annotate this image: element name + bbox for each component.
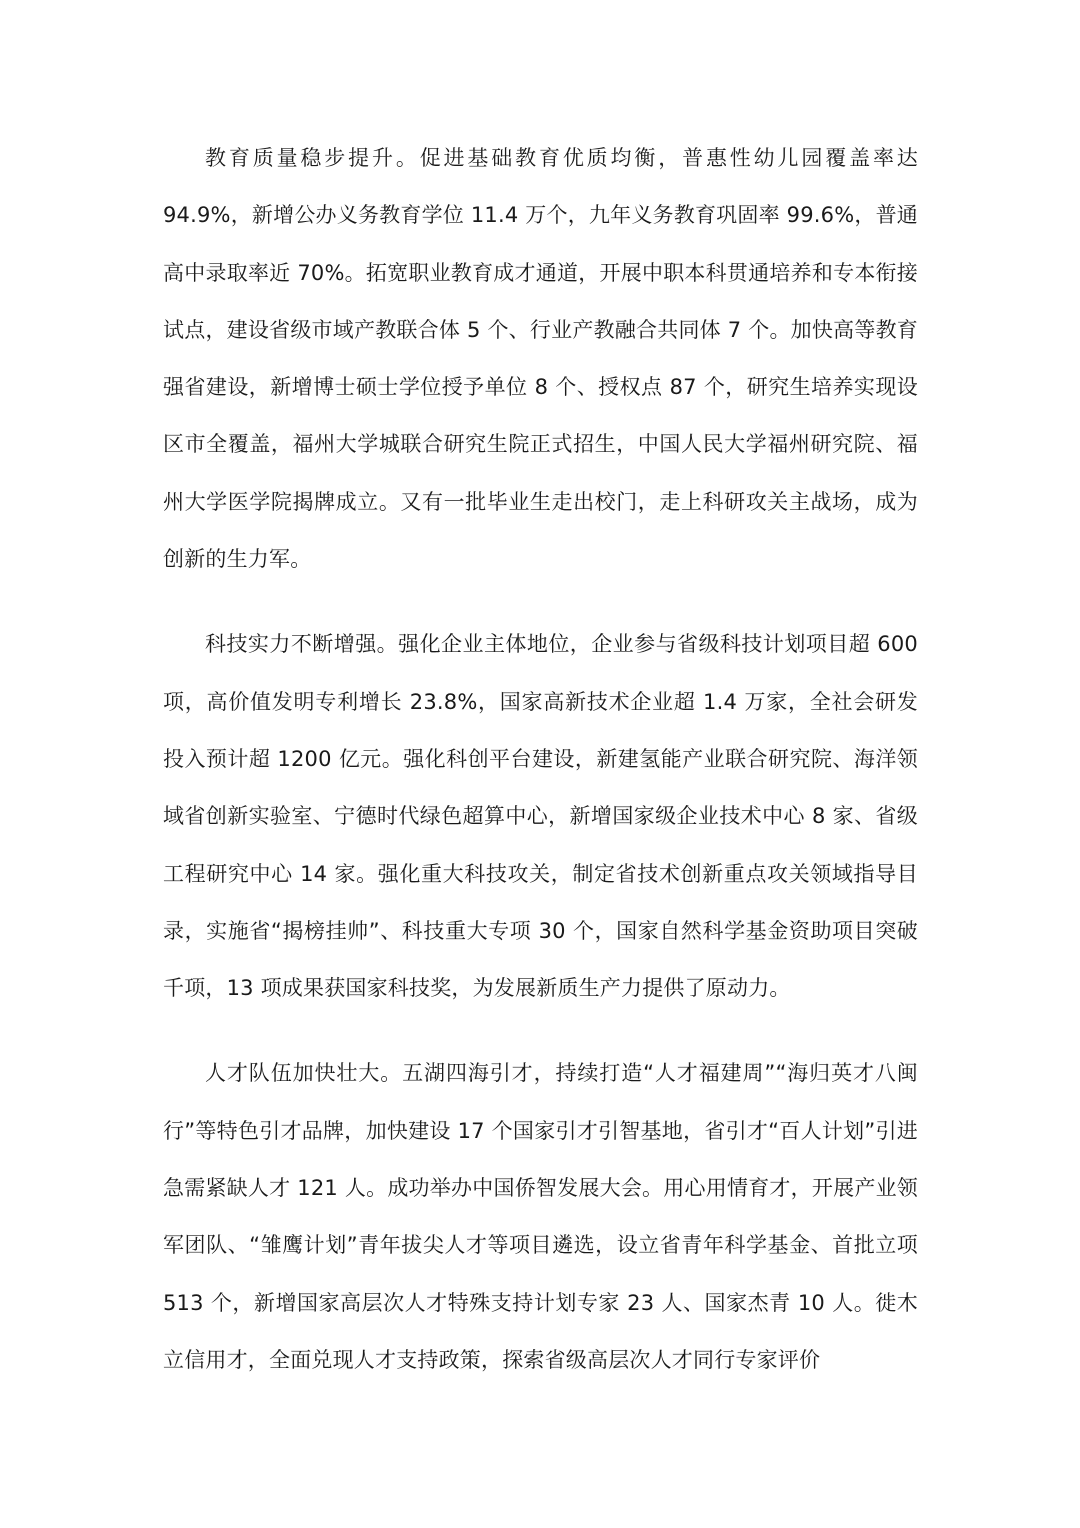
paragraph-education: 教育质量稳步提升。促进基础教育优质均衡，普惠性幼儿园覆盖率达 94.9%，新增公办义务教育学位 11.4 万个，九年义务教育巩固率 99.6%，普通高中录取率近 70%。拓宽职业教育成才通道，开展中职本科贯通培养和专本衔接试点，建设省级市域产教联合体 5 个、行业产教融合共同体 7 个。加快高等教育强省建设，新增博士硕士学位授予单位 8 个、授权点 87 个，研究生培养实现设区市全覆盖，福州大学城联合研究生院正式招生，中国人民大学福州研究院、福州大学医学院揭牌成立。又有一批毕业生走出校门，走上科研攻关主战场，成为创新的生力军。: [163, 146, 918, 572]
paragraph-talent: 人才队伍加快壮大。五湖四海引才，持续打造“人才福建周”“海归英才八闽行”等特色引才品牌，加快建设 17 个国家引才引智基地，省引才“百人计划”引进急需紧缺人才 121 人。成功举办中国侨智发展大会。用心用情育才，开展产业领军团队、“雏鹰计划”青年拔尖人才等项目遴选，设立省青年科学基金、首批立项 513 个，新增国家高层次人才特殊支持计划专家 23 人、国家杰青 10 人。徙木立信用才，全面兑现人才支持政策，探索省级高层次人才同行专家评价: [163, 1061, 918, 1372]
paragraph-technology: 科技实力不断增强。强化企业主体地位，企业参与省级科技计划项目超 600 项，高价值发明专利增长 23.8%，国家高新技术企业超 1.4 万家，全社会研发投入预计超 1200 亿元。强化科创平台建设，新建氢能产业联合研究院、海洋领域省创新实验室、宁德时代绿色超算中心，新增国家级企业技术中心 8 家、省级工程研究中心 14 家。强化重大科技攻关，制定省技术创新重点攻关领域指导目录，实施省“揭榜挂帅”、科技重大专项 30 个，国家自然科学基金资助项目突破千项，13 项成果获国家科技奖，为发展新质生产力提供了原动力。: [163, 632, 918, 1001]
document-body: [163, 130, 918, 1389]
